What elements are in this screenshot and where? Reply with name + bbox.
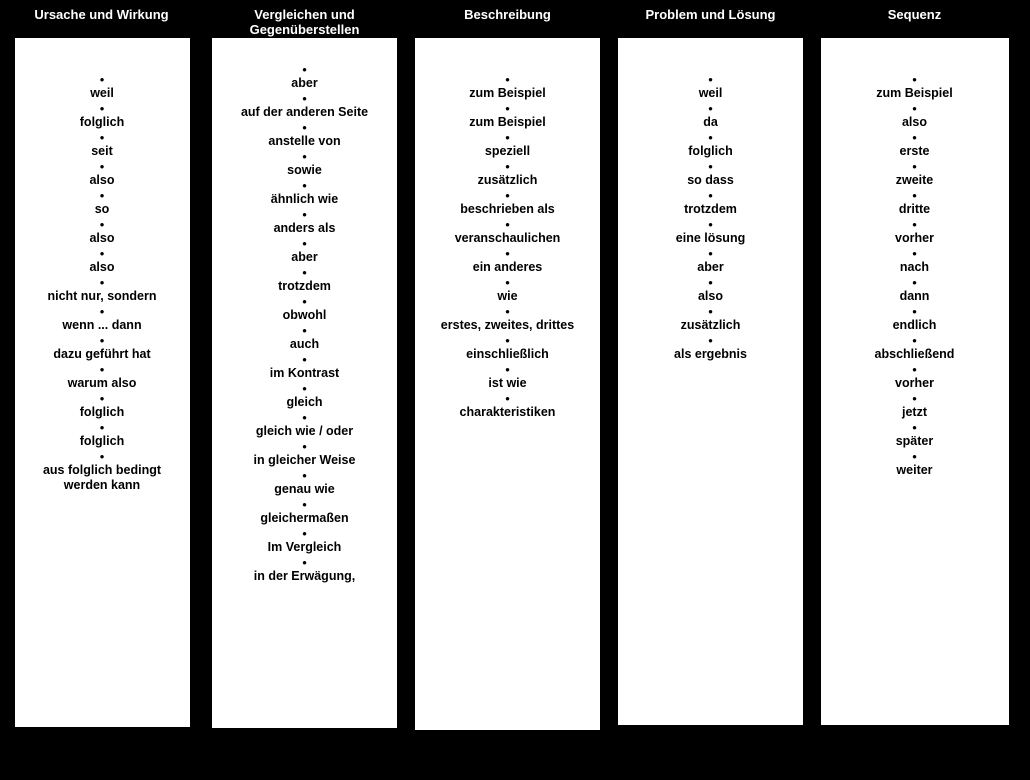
list-item-label: im Kontrast: [269, 366, 340, 380]
bullet-icon: [415, 103, 600, 115]
list-item: [625, 347, 795, 364]
bullet-icon: [212, 354, 397, 366]
category-title: Ursache und Wirkung: [34, 7, 169, 22]
category-card: [15, 38, 190, 727]
bullet-icon: [415, 364, 600, 376]
list-item-label: eine lösung: [675, 231, 746, 245]
list-item-label: warum also: [67, 376, 137, 390]
bullet-icon: [212, 383, 397, 395]
bullet-icon: [415, 132, 600, 144]
list-item-label: zusätzlich: [680, 318, 741, 332]
bullet-icon: [618, 306, 803, 318]
list-item-label: also: [89, 260, 115, 274]
bullet-icon: [821, 103, 1009, 115]
list-item-label: zweite: [895, 173, 934, 187]
bullet-icon: [15, 190, 190, 202]
bullet-icon: [15, 277, 190, 289]
list-item-label: gleich: [286, 395, 323, 409]
bullet-icon: [212, 267, 397, 279]
bullet-icon: [15, 132, 190, 144]
list-item-label: also: [89, 173, 115, 187]
list-item-label: anstelle von: [268, 134, 341, 148]
list-item-label: dazu geführt hat: [53, 347, 151, 361]
list-item-label: charakteristiken: [459, 405, 556, 419]
list-item-label: folglich: [79, 115, 125, 129]
bullet-icon: [821, 335, 1009, 347]
list-item-label: gleich wie / oder: [255, 424, 354, 438]
bullet-icon: [821, 277, 1009, 289]
list-item: [828, 463, 1001, 480]
category-card: [212, 38, 397, 728]
bullet-icon: [415, 248, 600, 260]
category-column: [0, 0, 203, 727]
bullet-icon: [212, 93, 397, 105]
category-column: [812, 0, 1017, 725]
bullet-icon: [212, 209, 397, 221]
list-item-label: obwohl: [282, 308, 327, 322]
bullet-icon: [415, 190, 600, 202]
bullet-icon: [212, 122, 397, 134]
bullet-icon: [415, 219, 600, 231]
bullet-icon: [15, 451, 190, 463]
bullet-icon: [212, 64, 397, 76]
bullet-icon: [415, 393, 600, 405]
list-item-label: weiter: [896, 463, 933, 477]
bullet-icon: [618, 103, 803, 115]
category-title: Vergleichen und Gegenüberstellen: [249, 7, 360, 37]
list-item-label: also: [697, 289, 723, 303]
category-column: [203, 0, 406, 728]
list-item-label: wie: [497, 289, 518, 303]
bullet-icon: [618, 132, 803, 144]
list-item-label: endlich: [892, 318, 937, 332]
category-column: [406, 0, 609, 730]
bullet-icon: [821, 132, 1009, 144]
list-item-label: also: [901, 115, 927, 129]
list-item-label: ist wie: [488, 376, 527, 390]
list-item-label: folglich: [688, 144, 733, 158]
bullet-icon: [821, 219, 1009, 231]
bullet-icon: [618, 161, 803, 173]
list-item-label: so: [94, 202, 110, 216]
bullet-icon: [415, 335, 600, 347]
bullet-icon: [15, 335, 190, 347]
list-item-label: aber: [291, 76, 318, 90]
bullet-icon: [212, 296, 397, 308]
list-item-label: dann: [899, 289, 930, 303]
list-item-label: veranschaulichen: [454, 231, 561, 245]
list-item-label: zum Beispiel: [469, 86, 546, 100]
list-item-label: speziell: [484, 144, 531, 158]
list-item-label: trotzdem: [278, 279, 331, 293]
list-item-label: ähnlich wie: [270, 192, 339, 206]
bullet-icon: [212, 412, 397, 424]
bullet-icon: [821, 393, 1009, 405]
list-item-label: nicht nur, sondern: [47, 289, 157, 303]
bullet-icon: [821, 451, 1009, 463]
list-item-label: Im Vergleich: [267, 540, 342, 554]
list-item-label: sowie: [287, 163, 322, 177]
bullet-icon: [212, 557, 397, 569]
list-item-label: genau wie: [274, 482, 335, 496]
bullet-icon: [15, 393, 190, 405]
list-item-label: seit: [91, 144, 113, 158]
bullet-icon: [15, 422, 190, 434]
list-item-label: also: [89, 231, 115, 245]
bullet-icon: [212, 151, 397, 163]
category-column: [609, 0, 812, 725]
list-item-label: zum Beispiel: [876, 86, 953, 100]
list-item-label: zum Beispiel: [469, 115, 546, 129]
bullet-icon: [15, 161, 190, 173]
list-item: [422, 405, 592, 422]
bullet-icon: [821, 248, 1009, 260]
bullet-icon: [618, 190, 803, 202]
bullet-icon: [212, 470, 397, 482]
list-item-label: da: [703, 115, 718, 129]
list-item-label: vorher: [895, 376, 934, 390]
category-card: [618, 38, 803, 725]
list-item-label: dritte: [898, 202, 931, 216]
bullet-icon: [15, 103, 190, 115]
category-title: Sequenz: [887, 7, 942, 22]
list-item-label: anders als: [273, 221, 336, 235]
list-item-label: beschrieben als: [460, 202, 555, 216]
list-item-label: abschließend: [874, 347, 955, 361]
list-item-label: in gleicher Weise: [253, 453, 356, 467]
list-item-label: weil: [90, 86, 114, 100]
list-item-label: jetzt: [901, 405, 927, 419]
bullet-icon: [212, 528, 397, 540]
list-item-label: in der Erwägung,: [253, 569, 356, 583]
list-item-label: erstes, zweites, drittes: [440, 318, 575, 332]
list-item-label: aber: [291, 250, 318, 264]
bullet-icon: [821, 364, 1009, 376]
bullet-icon: [618, 219, 803, 231]
bullet-icon: [212, 180, 397, 192]
list-item-label: so dass: [687, 173, 734, 187]
list-item-label: ein anderes: [472, 260, 543, 274]
bullet-icon: [821, 422, 1009, 434]
list-item-label: vorher: [895, 231, 934, 245]
bullet-icon: [415, 277, 600, 289]
list-item-label: später: [895, 434, 934, 448]
bullet-icon: [821, 161, 1009, 173]
list-item-label: nach: [899, 260, 930, 274]
bullet-icon: [821, 190, 1009, 202]
bullet-icon: [821, 306, 1009, 318]
bullet-icon: [212, 499, 397, 511]
list-item-label: aus folglich bedingt werden kann: [42, 463, 162, 492]
bullet-icon: [821, 74, 1009, 86]
category-title: Beschreibung: [464, 7, 551, 22]
bullet-icon: [15, 74, 190, 86]
list-item-label: gleichermaßen: [260, 511, 349, 525]
bullet-icon: [15, 219, 190, 231]
list-item-label: weil: [698, 86, 723, 100]
list-item-label: einschließlich: [466, 347, 549, 361]
bullet-icon: [15, 364, 190, 376]
list-item-label: als ergebnis: [674, 347, 747, 361]
list-item-label: folglich: [79, 405, 125, 419]
bullet-icon: [15, 306, 190, 318]
bullet-icon: [15, 248, 190, 260]
list-item-label: wenn ... dann: [62, 318, 142, 332]
list-item-label: aber: [697, 260, 724, 274]
list-item-label: trotzdem: [684, 202, 737, 216]
category-card: [415, 38, 600, 730]
list-item-label: auch: [289, 337, 320, 351]
bullet-icon: [618, 248, 803, 260]
bullet-icon: [212, 238, 397, 250]
bullet-icon: [212, 441, 397, 453]
bullet-icon: [415, 161, 600, 173]
bullet-icon: [618, 277, 803, 289]
list-item-label: erste: [899, 144, 930, 158]
list-item: [22, 463, 183, 495]
bullet-icon: [415, 74, 600, 86]
bullet-icon: [212, 325, 397, 337]
category-title: Problem und Lösung: [645, 7, 776, 22]
category-card: [821, 38, 1009, 725]
list-item-label: folglich: [79, 434, 125, 448]
list-item-label: zusätzlich: [477, 173, 538, 187]
bullet-icon: [415, 306, 600, 318]
list-item: [219, 569, 389, 586]
bullet-icon: [618, 335, 803, 347]
list-item-label: auf der anderen Seite: [240, 105, 369, 119]
bullet-icon: [618, 74, 803, 86]
